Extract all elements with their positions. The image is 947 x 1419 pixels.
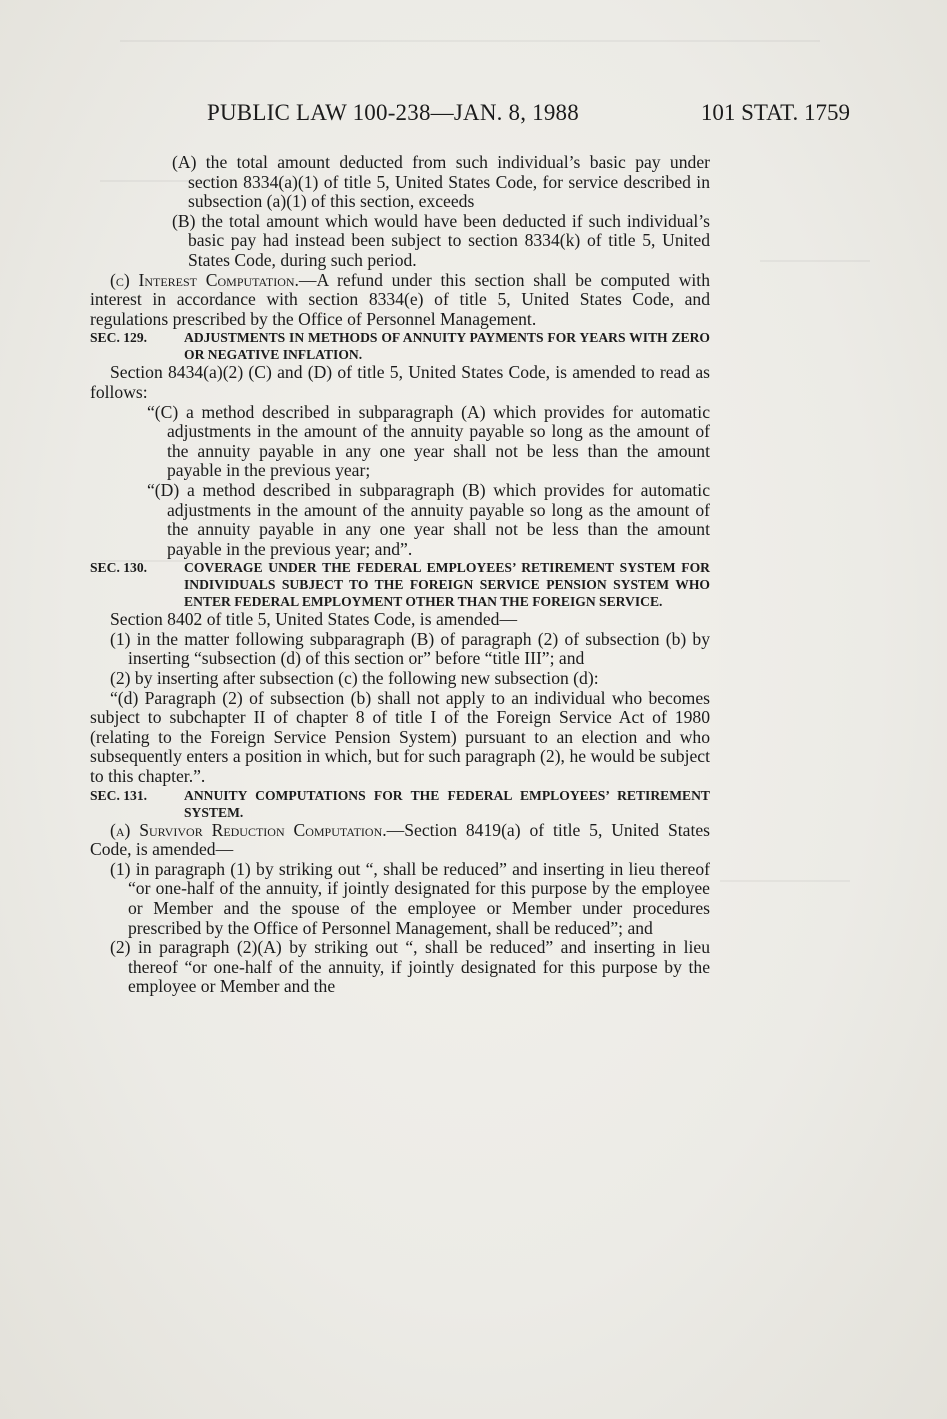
page-header [0, 100, 947, 130]
page-body [90, 153, 710, 997]
section-129-quote-c: “(C) a method described in subparagraph (A) which provides for automatic adjustments in the amount of the annuity payable so long as the amount of the annuity payable in any one year shall not be less than the amount payable in the previous year; [147, 401, 710, 481]
running-head: PUBLIC LAW 100-238—JAN. 8, 1988 [207, 100, 579, 125]
section-heading-130 [90, 559, 710, 610]
section-number: SEC. 129. [90, 330, 148, 346]
section-130-paragraph-1: (1) in the matter following subparagraph (B) of paragraph (2) of subsection (b) by inserting “subsection (d) of this section or” before “title III”; and [110, 628, 710, 669]
subsection-c-label: (c) Interest Computation. [110, 269, 299, 290]
subparagraph-a: (A) the total amount deducted from such individual’s basic pay under section 8334(a)(1) of title 5, United States Code, for service described in subsection (a)(1) of this section, exceeds [172, 152, 710, 212]
section-129-intro: Section 8434(a)(2) (C) and (D) of title 5, United States Code, is amended to read as follows: [90, 362, 710, 402]
section-130-new-subsection-d: “(d) Paragraph (2) of subsection (b) shall not apply to an individual who becomes subject to subchapter II of chapter 8 of title I of the Foreign Service Act of 1980 (relating to the Foreign Service Pension System) pursuant to an election and who subsequently enters a position in which, but for such paragraph (2), he would be subject to this chapter.”. [90, 687, 710, 787]
section-number: SEC. 130. [90, 560, 148, 576]
section-129-quote-d: “(D) a method described in subparagraph (B) which provides for automatic adjustments in the amount of the annuity payable so long as the amount of the annuity payable in any one year shall not be less than the amount payable in the previous year; and”. [147, 479, 710, 559]
section-131-paragraph-2: (2) in paragraph (2)(A) by striking out “, shall be reduced” and inserting in lieu thereof “or one-half of the annuity, if jointly designated for this purpose by the employee or Member and the [110, 937, 710, 997]
subsection-a-label: (a) Survivor Reduction Computation. [110, 819, 387, 840]
section-131-paragraph-1: (1) in paragraph (1) by striking out “, shall be reduced” and inserting in lieu thereof “or one-half of the annuity, if jointly designated for this purpose by the employee or Member and the spouse of the employee or Member under procedures prescribed by the Office of Personnel Management, shall be reduced”; and [110, 858, 710, 938]
section-heading-129 [90, 329, 710, 363]
section-title: ADJUSTMENTS IN METHODS OF ANNUITY PAYMENTS FOR YEARS WITH ZERO OR NEGATIVE INFLATION. [184, 330, 710, 363]
subsection-c-text: —A refund under this section shall be computed with interest in accordance with section 8334(e) of title 5, United States Code, and regulations prescribed by the Office of Personnel Management. [90, 269, 710, 329]
subparagraph-b: (B) the total amount which would have been deducted if such individual’s basic pay had instead been subject to section 8334(k) of title 5, United States Code, during such period. [172, 210, 710, 270]
section-130-intro: Section 8402 of title 5, United States Code, is amended— [110, 609, 518, 630]
section-number: SEC. 131. [90, 787, 148, 803]
section-heading-131 [90, 787, 710, 821]
section-130-paragraph-2: (2) by inserting after subsection (c) the following new subsection (d): [110, 668, 599, 689]
subsection-a-text: —Section 8419(a) of title 5, United States Code, is amended— [90, 819, 710, 860]
section-title: COVERAGE UNDER THE FEDERAL EMPLOYEES’ RETIREMENT SYSTEM FOR INDIVIDUALS SUBJECT TO THE FOREIGN SERVICE PENSION SYSTEM WHO ENTER FEDERAL EMPLOYMENT OTHER THAN THE FOREIGN SERVICE. [184, 560, 710, 610]
statute-page-number: 101 STAT. 1759 [700, 100, 850, 125]
section-131-subsection-a [90, 821, 710, 860]
subsection-c [90, 271, 710, 330]
section-title: ANNUITY COMPUTATIONS FOR THE FEDERAL EMPLOYEES’ RETIREMENT SYSTEM. [184, 787, 710, 820]
